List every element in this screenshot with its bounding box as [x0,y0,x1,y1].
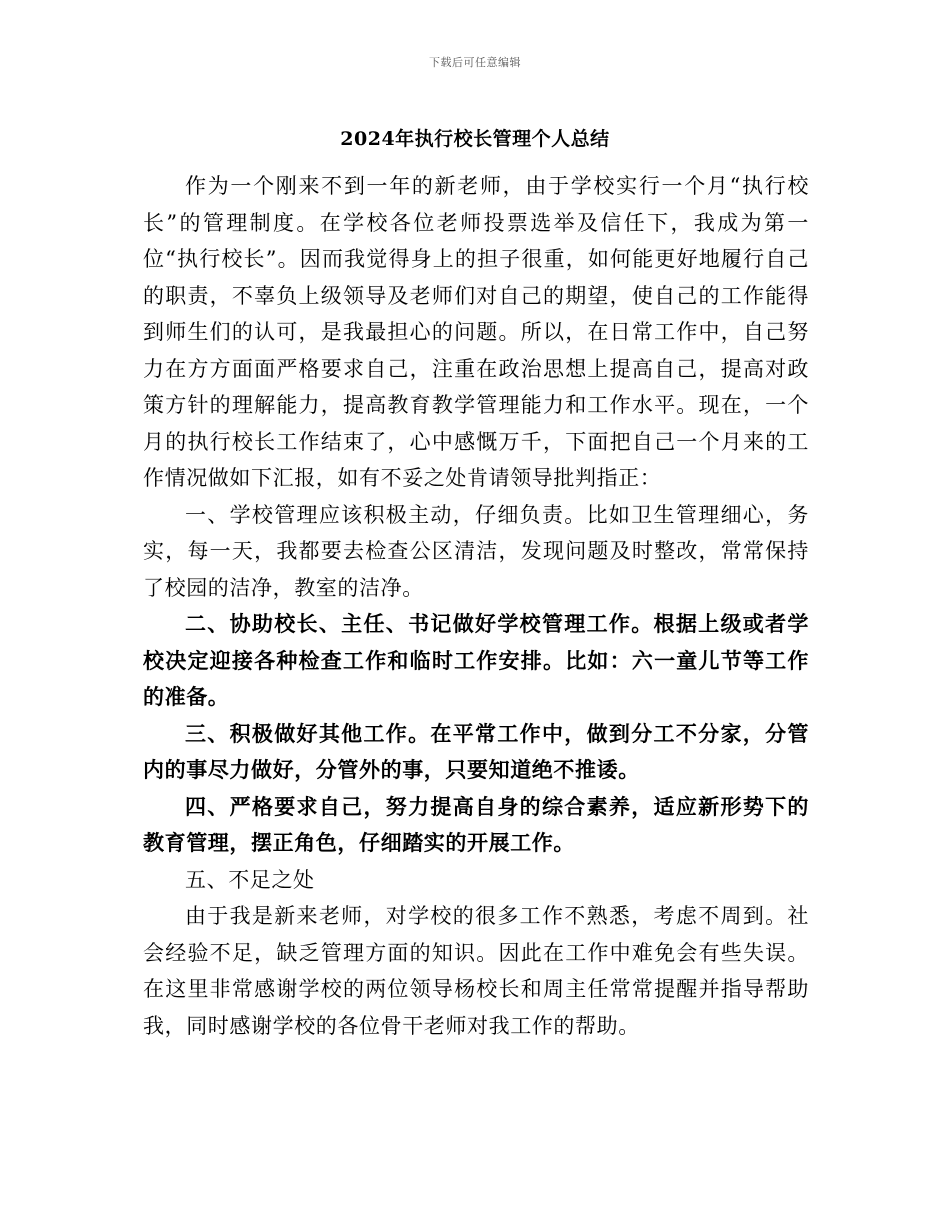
paragraph-point-2: 二、协助校长、主任、书记做好学校管理工作。根据上级或者学校决定迎接各种检查工作和临时工作安排。比如：六一童儿节等工作的准备。 [143,611,809,709]
paragraph-intro: 作为一个刚来不到一年的新老师，由于学校实行一个月“执行校长”的管理制度。在学校各位老师投票选举及信任下，我成为第一位“执行校长”。因而我觉得身上的担子很重，如何能更好地履行自己的职责，不辜负上级领导及老师们对自己的期望，使自己的工作能得到师生们的认可，是我最担心的问题。所以，在日常工作中，自己努力在方方面面严格要求自己，注重在政治思想上提高自己，提高对政策方针的理解能力，提高教育教学管理能力和工作水平。现在，一个月的执行校长工作结束了，心中感慨万千，下面把自己一个月来的工作情况做如下汇报，如有不妥之处肯请领导批判指正： [143,174,809,490]
paragraph-shortcomings: 由于我是新来老师，对学校的很多工作不熟悉，考虑不周到。社会经验不足，缺乏管理方面的知识。因此在工作中难免会有些失误。在这里非常感谢学校的两位领导杨校长和周主任常常提醒并指导帮助我，同时感谢学校的各位骨干老师对我工作的帮助。 [143,904,809,1038]
paragraph-point-1: 一、学校管理应该积极主动，仔细负责。比如卫生管理细心，务实，每一天，我都要去检查公区清洁，发现问题及时整改，常常保持了校园的洁净，教室的洁净。 [143,502,809,600]
paragraph-point-3: 三、积极做好其他工作。在平常工作中，做到分工不分家，分管内的事尽力做好，分管外的事，只要知道绝不推诿。 [143,720,809,782]
paragraph-point-5-heading: 五、不足之处 [185,867,315,892]
paragraph-point-4: 四、严格要求自己，努力提高自身的综合素养，适应新形势下的教育管理，摆正角色，仔细踏实的开展工作。 [143,793,809,855]
header-note: 下载后可任意编辑 [429,56,521,69]
document-body [143,168,809,1044]
document-title: 2024年执行校长管理个人总结 [340,128,610,150]
